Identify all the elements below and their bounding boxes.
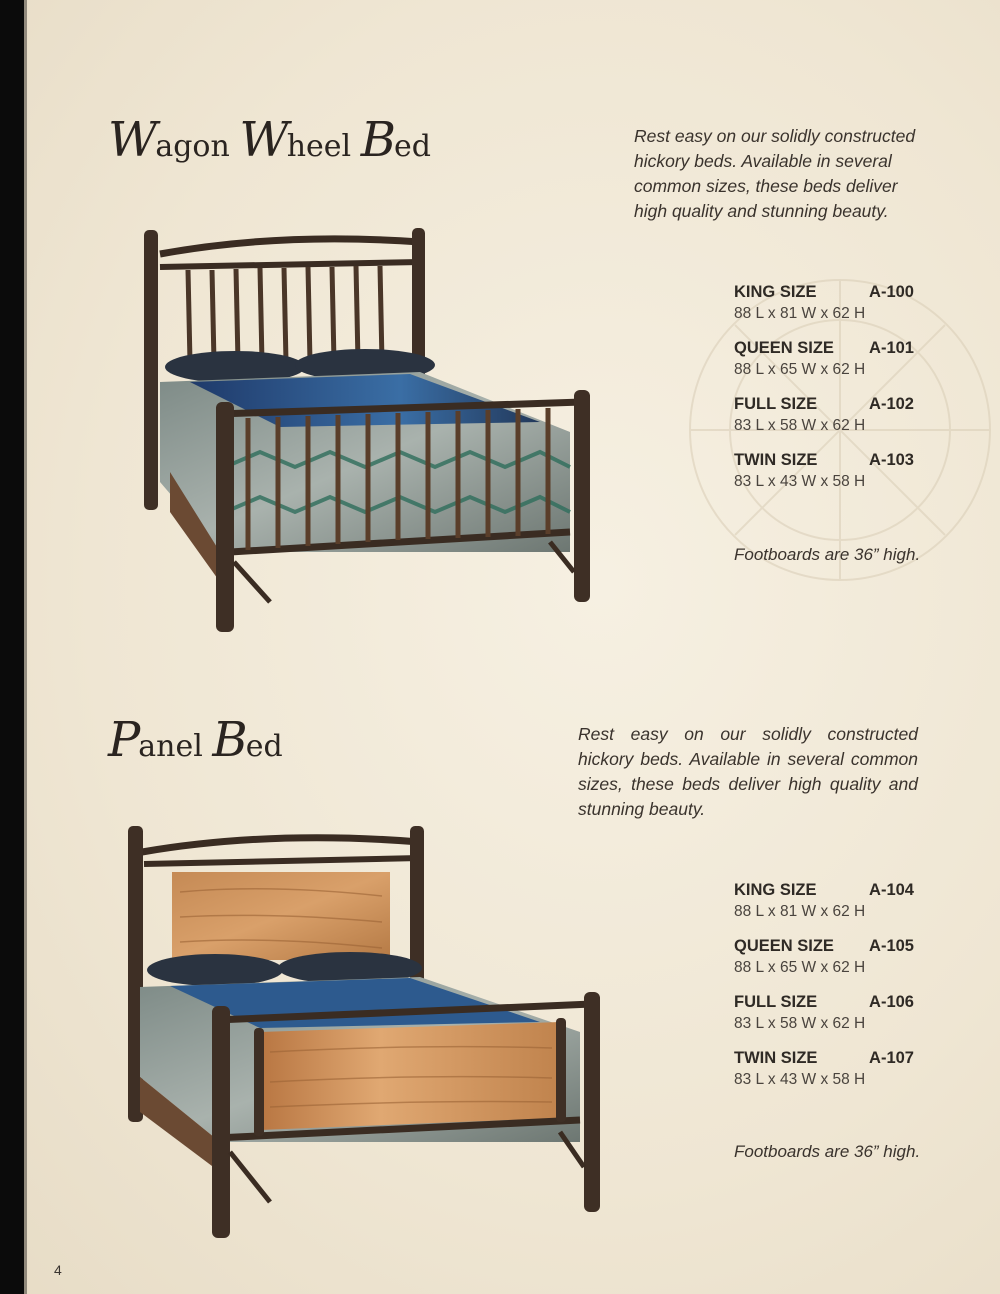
product-code: A-100: [869, 283, 914, 301]
binding-edge: [24, 0, 27, 1294]
size-dimensions: 83 L x 43 W x 58 H: [734, 1071, 866, 1088]
panel-bed-photo: [120, 822, 620, 1242]
size-dimensions: 88 L x 65 W x 62 H: [734, 361, 866, 378]
size-dimensions: 83 L x 58 W x 62 H: [734, 417, 866, 434]
size-entry: [734, 1049, 914, 1105]
footboard-note: Footboards are 36” high.: [734, 545, 921, 564]
size-label: KING SIZE: [734, 881, 817, 899]
size-entry: [734, 395, 914, 451]
size-label: QUEEN SIZE: [734, 339, 834, 357]
product-code: A-106: [869, 993, 914, 1011]
size-list: [734, 283, 914, 507]
size-label: TWIN SIZE: [734, 1049, 818, 1067]
size-dimensions: 83 L x 43 W x 58 H: [734, 473, 866, 490]
product-code: A-104: [869, 881, 914, 899]
size-entry: [734, 993, 914, 1049]
footboard-note: Footboards are 36” high.: [734, 1142, 921, 1161]
size-label: QUEEN SIZE: [734, 937, 834, 955]
product-code: A-103: [869, 451, 914, 469]
size-label: FULL SIZE: [734, 993, 818, 1011]
size-entry: [734, 881, 914, 937]
size-label: FULL SIZE: [734, 395, 818, 413]
product-description: Rest easy on our solidly constructed hickory beds. Available in several common sizes, these beds deliver high quality and stunning beauty.: [634, 126, 916, 221]
size-list: [734, 881, 914, 1105]
product-code: A-102: [869, 395, 914, 413]
binding-spine: [0, 0, 24, 1294]
size-entry: [734, 451, 914, 507]
wagon-wheel-bed-photo: [130, 222, 610, 637]
size-entry: [734, 339, 914, 395]
size-entry: [734, 283, 914, 339]
size-entry: [734, 937, 914, 993]
size-label: KING SIZE: [734, 283, 817, 301]
product-title-wagon-wheel-bed: Wagon Wheel Bed: [108, 112, 431, 168]
size-dimensions: 88 L x 65 W x 62 H: [734, 959, 866, 976]
product-code: A-105: [869, 937, 914, 955]
product-code: A-101: [869, 339, 914, 357]
product-title-panel-bed: Panel Bed: [108, 712, 283, 768]
size-dimensions: 88 L x 81 W x 62 H: [734, 903, 866, 920]
product-code: A-107: [869, 1049, 914, 1067]
size-dimensions: 83 L x 58 W x 62 H: [734, 1015, 866, 1032]
size-dimensions: 88 L x 81 W x 62 H: [734, 305, 866, 322]
page-number: 4: [54, 1262, 62, 1278]
product-description: Rest easy on our solidly constructed hickory beds. Available in several common sizes, these beds deliver high quality and stunning beauty.: [578, 724, 918, 819]
size-label: TWIN SIZE: [734, 451, 818, 469]
